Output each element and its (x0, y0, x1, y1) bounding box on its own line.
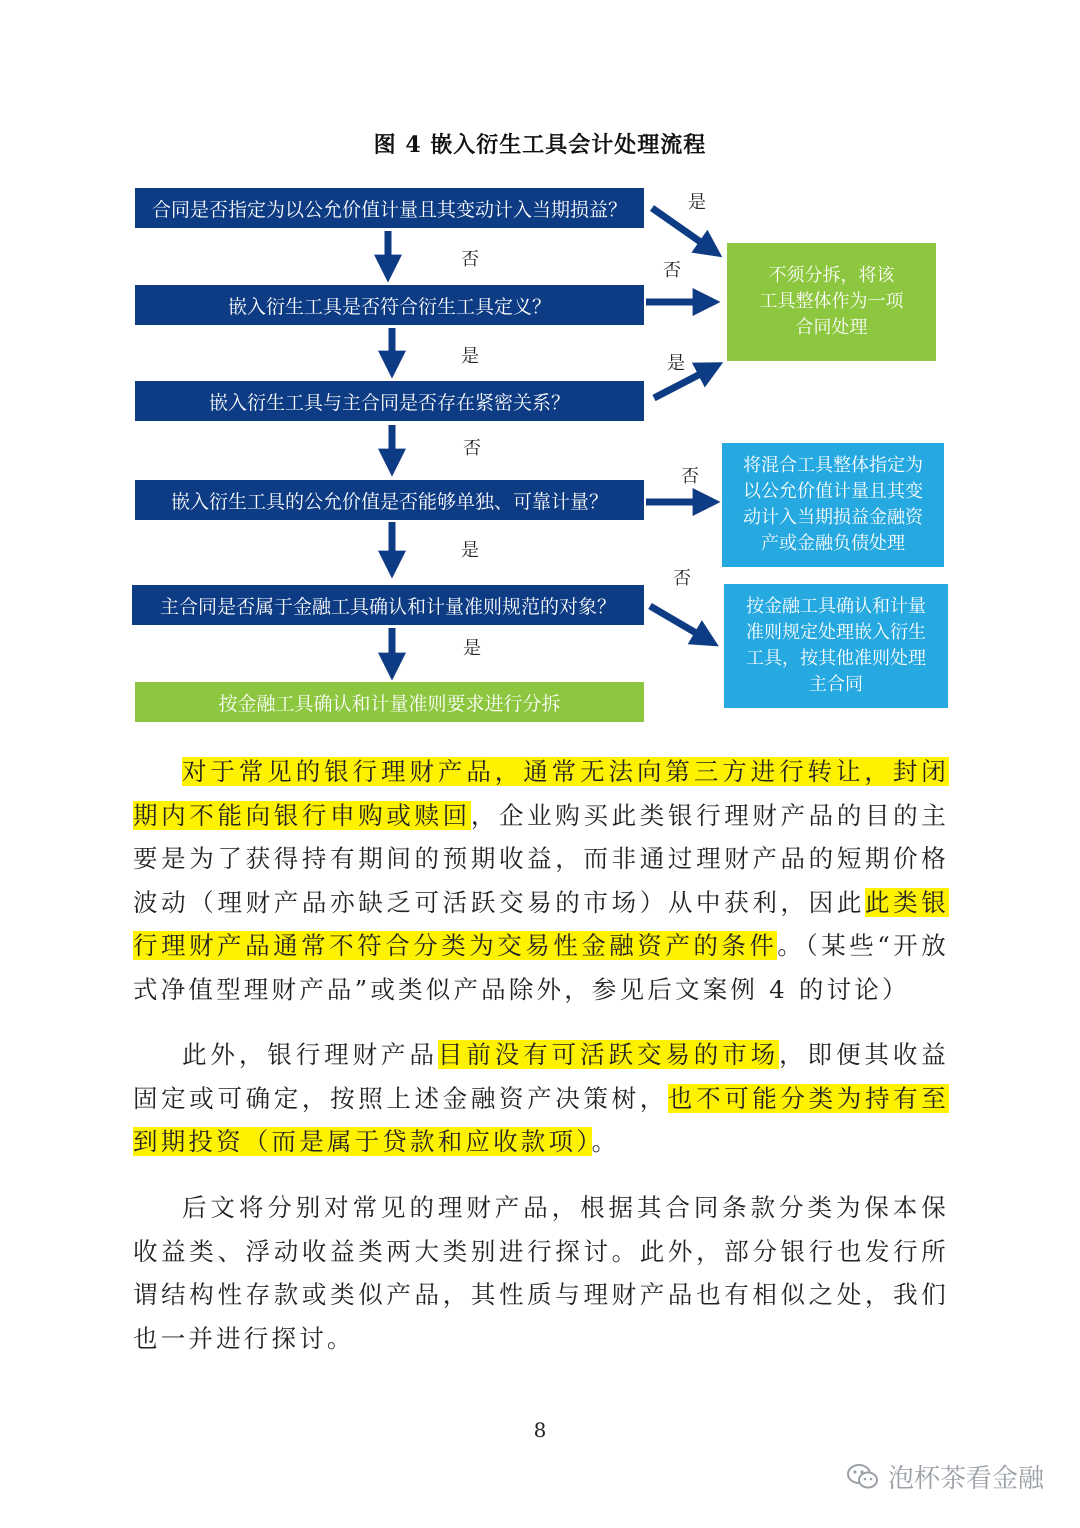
paragraph-2 (133, 1033, 949, 1164)
down-label-5: 是 (463, 638, 481, 659)
question-box-3: 嵌入衍生工具与主合同是否存在紧密关系？ (135, 381, 644, 421)
result-box-1: 不须分拆，将该 工具整体作为一项 合同处理 (727, 243, 936, 361)
highlight-4: 也不可能分类为持有至到期投资（而是属于贷款和应收款项） (133, 1083, 949, 1156)
highlight-2: 此类银行理财产品通常不符合分类为交易性金融资产的条件 (133, 887, 949, 960)
paragraph-2-text-2: ，即便其收益固定或可确定，按照上述金融资产决策树， (133, 1040, 949, 1113)
side-arrow-1 (652, 208, 712, 250)
watermark-text: 泡杯茶看金融 (887, 1464, 1044, 1494)
question-box-2: 嵌入衍生工具是否符合衍生工具定义？ (135, 285, 644, 325)
side-label-3: 是 (667, 353, 685, 374)
paragraph-2-text-3: 。 (591, 1127, 620, 1156)
paragraph-3: 后文将分别对常见的理财产品，根据其合同条款分类为保本保收益类、浮动收益类两大类别进行探讨。此外，部分银行也发行所谓结构性存款或类似产品，其性质与理财产品也有相似之处，我们也一并进行探讨。 (133, 1193, 949, 1353)
side-label-1: 是 (688, 192, 706, 213)
result-box-3: 按金融工具确认和计量 准则规定处理嵌入衍生 工具，按其他准则处理 主合同 (724, 584, 948, 708)
side-label-5: 否 (673, 568, 691, 589)
paragraph-1-text-1: ，企业购买此类银行理财产品的目的主要是为了获得持有期间的预期收益，而非通过理财产品的短期价格波动（理财产品亦缺乏可活跃交易的市场）从中获利，因此 (133, 800, 949, 917)
result-box-2: 将混合工具整体指定为 以公允价值计量且其变 动计入当期损益金融资 产或金融负债处理 (722, 443, 944, 567)
page-number: 8 (533, 1418, 547, 1442)
paragraph-1-text-2: 。（某些“开放式净值型理财产品”或类似产品除外，参见后文案例 4 的讨论） (133, 931, 949, 1004)
down-label-2: 是 (461, 346, 479, 367)
down-label-1: 否 (461, 249, 479, 270)
paragraph-1 (133, 750, 949, 1011)
side-arrow-5 (650, 606, 708, 640)
question-box-4: 嵌入衍生工具的公允价值是否能够单独、可靠计量？ (135, 480, 644, 520)
question-box-1: 合同是否指定为以公允价值计量且其变动计入当期损益？ (135, 188, 644, 228)
highlight-1: 对于常见的银行理财产品，通常无法向第三方进行转让，封闭期内不能向银行申购或赎回 (133, 757, 949, 830)
final-box: 按金融工具确认和计量准则要求进行分拆 (135, 682, 644, 722)
question-box-5: 主合同是否属于金融工具确认和计量准则规范的对象？ (132, 585, 644, 625)
side-label-2: 否 (663, 260, 681, 281)
wechat-icon (846, 1462, 880, 1492)
side-label-4: 否 (681, 466, 699, 487)
figure-title: 图 4 嵌入衍生工具会计处理流程 (373, 132, 707, 158)
down-label-3: 否 (463, 438, 481, 459)
watermark (846, 1458, 1044, 1495)
paragraph-2-text-1: 此外，银行理财产品 (182, 1040, 438, 1069)
highlight-3: 目前没有可活跃交易的市场 (437, 1040, 780, 1069)
down-label-4: 是 (461, 540, 479, 561)
